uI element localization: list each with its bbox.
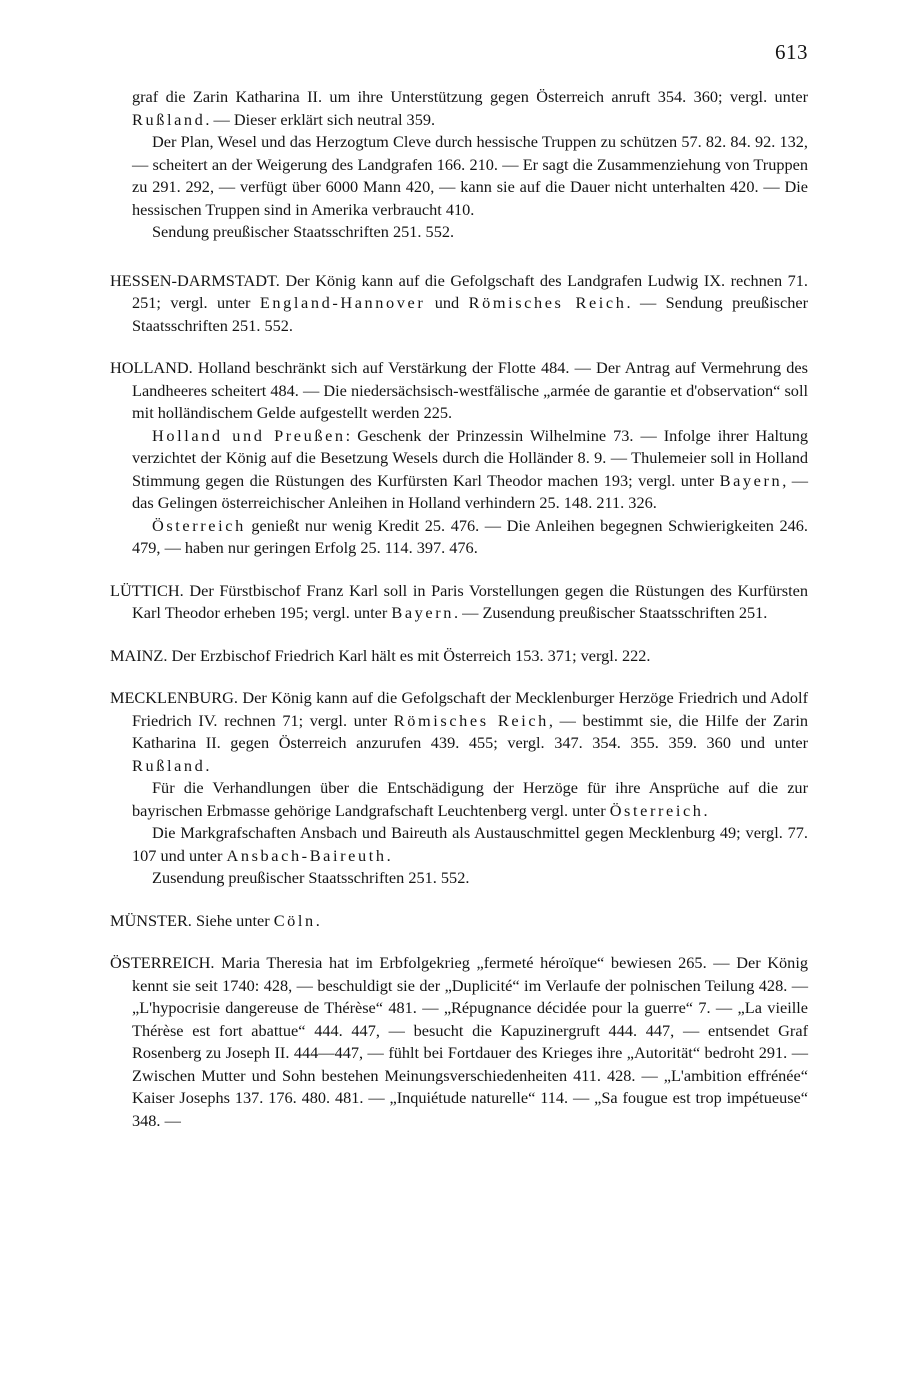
text-run: und xyxy=(425,293,469,312)
entry-heading-paragraph xyxy=(110,645,808,668)
text-run: . xyxy=(386,845,391,865)
text-run: . xyxy=(703,800,708,820)
text-run: . — Zusendung preußischer Staatsschriften 251. xyxy=(454,603,768,622)
text-run: . xyxy=(205,755,210,775)
cross-reference: Holland und Preußen xyxy=(152,425,346,445)
cross-reference: Cöln xyxy=(273,910,316,930)
cross-reference: Österreich xyxy=(609,800,704,820)
text-run: Für die Verhandlungen über die Entschädigung der Herzöge für ihre Ansprüche auf die zur bayrischen Erbmasse gehörige Landgrafschaft Leuchtenberg vergl. unter xyxy=(132,778,808,820)
index-column xyxy=(110,86,808,1152)
cross-reference: Bayern xyxy=(391,603,454,622)
cross-reference: Ansbach-Baireuth xyxy=(226,845,387,865)
text-run: Die Markgrafschaften Ansbach und Baireuth als Austauschmittel gegen Mecklenburg 49; vergl. 77. 107 und unter xyxy=(132,823,808,865)
text-run: , — bestimmt sie, die Hilfe der Zarin Katharina II. gegen Österreich anzurufen 439. 455; vergl. 347. 354. 355. 359. 360 und unter xyxy=(132,710,808,752)
index-entry xyxy=(110,952,808,1132)
continued-entry xyxy=(110,86,808,244)
entry-paragraph xyxy=(110,86,808,131)
entry-heading-paragraph xyxy=(110,580,808,625)
text-run: MAINZ. Der Erzbischof Friedrich Karl hält es mit Österreich 153. 371; vergl. 222. xyxy=(110,645,651,665)
index-entries xyxy=(110,270,808,1133)
cross-reference: Österreich xyxy=(152,515,246,535)
entry-paragraph xyxy=(110,777,808,822)
page-number: 613 xyxy=(775,40,808,64)
text-run: Der Plan, Wesel und das Herzogtum Cleve durch hessische Truppen zu schützen 57. 82. 84. 92. 132, — scheitert an der Weigerung des Landgrafen 166. 210. — Er sagt die Zusammenziehung von Truppen zu 291. 292, — verfügt über 6000 Mann 420, — kann sie auf die Dauer nicht unterhalten 420. — Die hessischen Truppen sind in Amerika verbraucht 410. xyxy=(132,132,808,219)
text-run: HESSEN-DARMSTADT. Der König kann auf die Gefolgschaft des Landgrafen Ludwig IX. rechnen 71. 251; vergl. unter xyxy=(110,270,808,312)
entry-paragraph xyxy=(110,221,808,244)
cross-reference: England-Hannover xyxy=(259,293,426,312)
text-run: Sendung preußischer Staatsschriften 251. 552. xyxy=(152,222,455,241)
index-entry xyxy=(110,357,808,560)
index-entry xyxy=(110,687,808,890)
index-entry xyxy=(110,580,808,625)
entry-paragraph xyxy=(110,425,808,515)
entry-heading-paragraph xyxy=(110,952,808,1132)
entry-paragraph xyxy=(110,131,808,221)
text-run: . — Sendung preußischer Staatsschriften 251. 552. xyxy=(132,293,809,335)
text-run: . — Dieser erklärt sich neutral 359. xyxy=(205,109,436,129)
text-run: : Geschenk der Prinzessin Wilhelmine 73. — Infolge ihrer Haltung verzichtet der König auf die Besetzung Wesels durch die Holländer 8. 9. — Thulemeier soll in Holland Stimmung gegen die Rüstungen des Kurfürsten Karl Theodor machen 193; vergl. unter xyxy=(132,425,808,490)
text-run: HOLLAND. Holland beschränkt sich auf Verstärkung der Flotte 484. — Der Antrag auf Vermehrung des Landheeres scheitert 484. — Die niedersächsisch-westfälische „armée de garantie et d'observation“ soll mit holländischem Gelde aufgestellt werden 225. xyxy=(110,358,808,422)
text-run: MÜNSTER. Siehe unter xyxy=(110,910,274,930)
index-entry xyxy=(110,270,808,338)
index-entry xyxy=(110,645,808,668)
text-run: Zusendung preußischer Staatsschriften 251. 552. xyxy=(152,868,470,887)
text-run: genießt nur wenig Kredit 25. 476. — Die Anleihen begegnen Schwierigkeiten 246. 479, — haben nur geringen Erfolg 25. 114. 397. 476. xyxy=(132,515,808,557)
text-run: ÖSTERREICH. Maria Theresia hat im Erbfolgekrieg „fermeté héroïque“ bewiesen 265. — Der König kennt sie seit 1740: 428, — beschuldigt sie der „Duplicité“ im Verlaufe der polnischen Teilung 428. — „L'hypocrisie dangereuse de Thérèse“ 481. — „Répugnance décidée pour la guerre“ 7. — „La vieille Thérèse est fort abattue“ 444. 447, — besucht die Kapuzinergruft 444. 447, — entsendet Graf Rosenberg zu Joseph II. 444—447, — fühlt bei Fortdauer des Krieges ihre „Autorität“ bedroht 291. — Zwischen Mutter und Sohn bestehen Meinungsverschiedenheiten 411. 428. — „L'ambition effrénée“ Kaiser Josephs 137. 176. 480. 481. — „Inquiétude naturelle“ 114. — „Sa fougue est trop impétueuse“ 348. — xyxy=(110,953,808,1130)
cross-reference: Bayern xyxy=(719,470,783,490)
text-run: LÜTTICH. Der Fürstbischof Franz Karl soll in Paris Vorstellungen gegen die Rüstungen des Kurfürsten Karl Theodor erheben 195; vergl. unter xyxy=(110,580,808,622)
cross-reference: Römisches Reich xyxy=(468,293,627,312)
cross-reference: Rußland xyxy=(132,755,206,775)
cross-reference: Rußland xyxy=(132,109,206,129)
entry-heading-paragraph xyxy=(110,910,808,933)
index-entry xyxy=(110,910,808,933)
text-run: , — das Gelingen österreichischer Anleihen in Holland verhindern 25. 148. 211. 326. xyxy=(132,470,809,512)
entry-paragraph xyxy=(110,867,808,890)
entry-heading-paragraph xyxy=(110,357,808,425)
text-run: . xyxy=(315,910,320,930)
entry-heading-paragraph xyxy=(110,687,808,777)
cross-reference: Römisches Reich xyxy=(393,710,549,730)
entry-paragraph xyxy=(110,515,808,560)
text-run: graf die Zarin Katharina II. um ihre Unterstützung gegen Österreich anruft 354. 360; vergl. unter xyxy=(132,87,808,106)
entry-heading-paragraph xyxy=(110,270,808,338)
text-run: MECKLENBURG. Der König kann auf die Gefolgschaft der Mecklenburger Herzöge Friedrich und Adolf Friedrich IV. rechnen 71; vergl. unter xyxy=(110,688,808,730)
entry-paragraph xyxy=(110,822,808,867)
